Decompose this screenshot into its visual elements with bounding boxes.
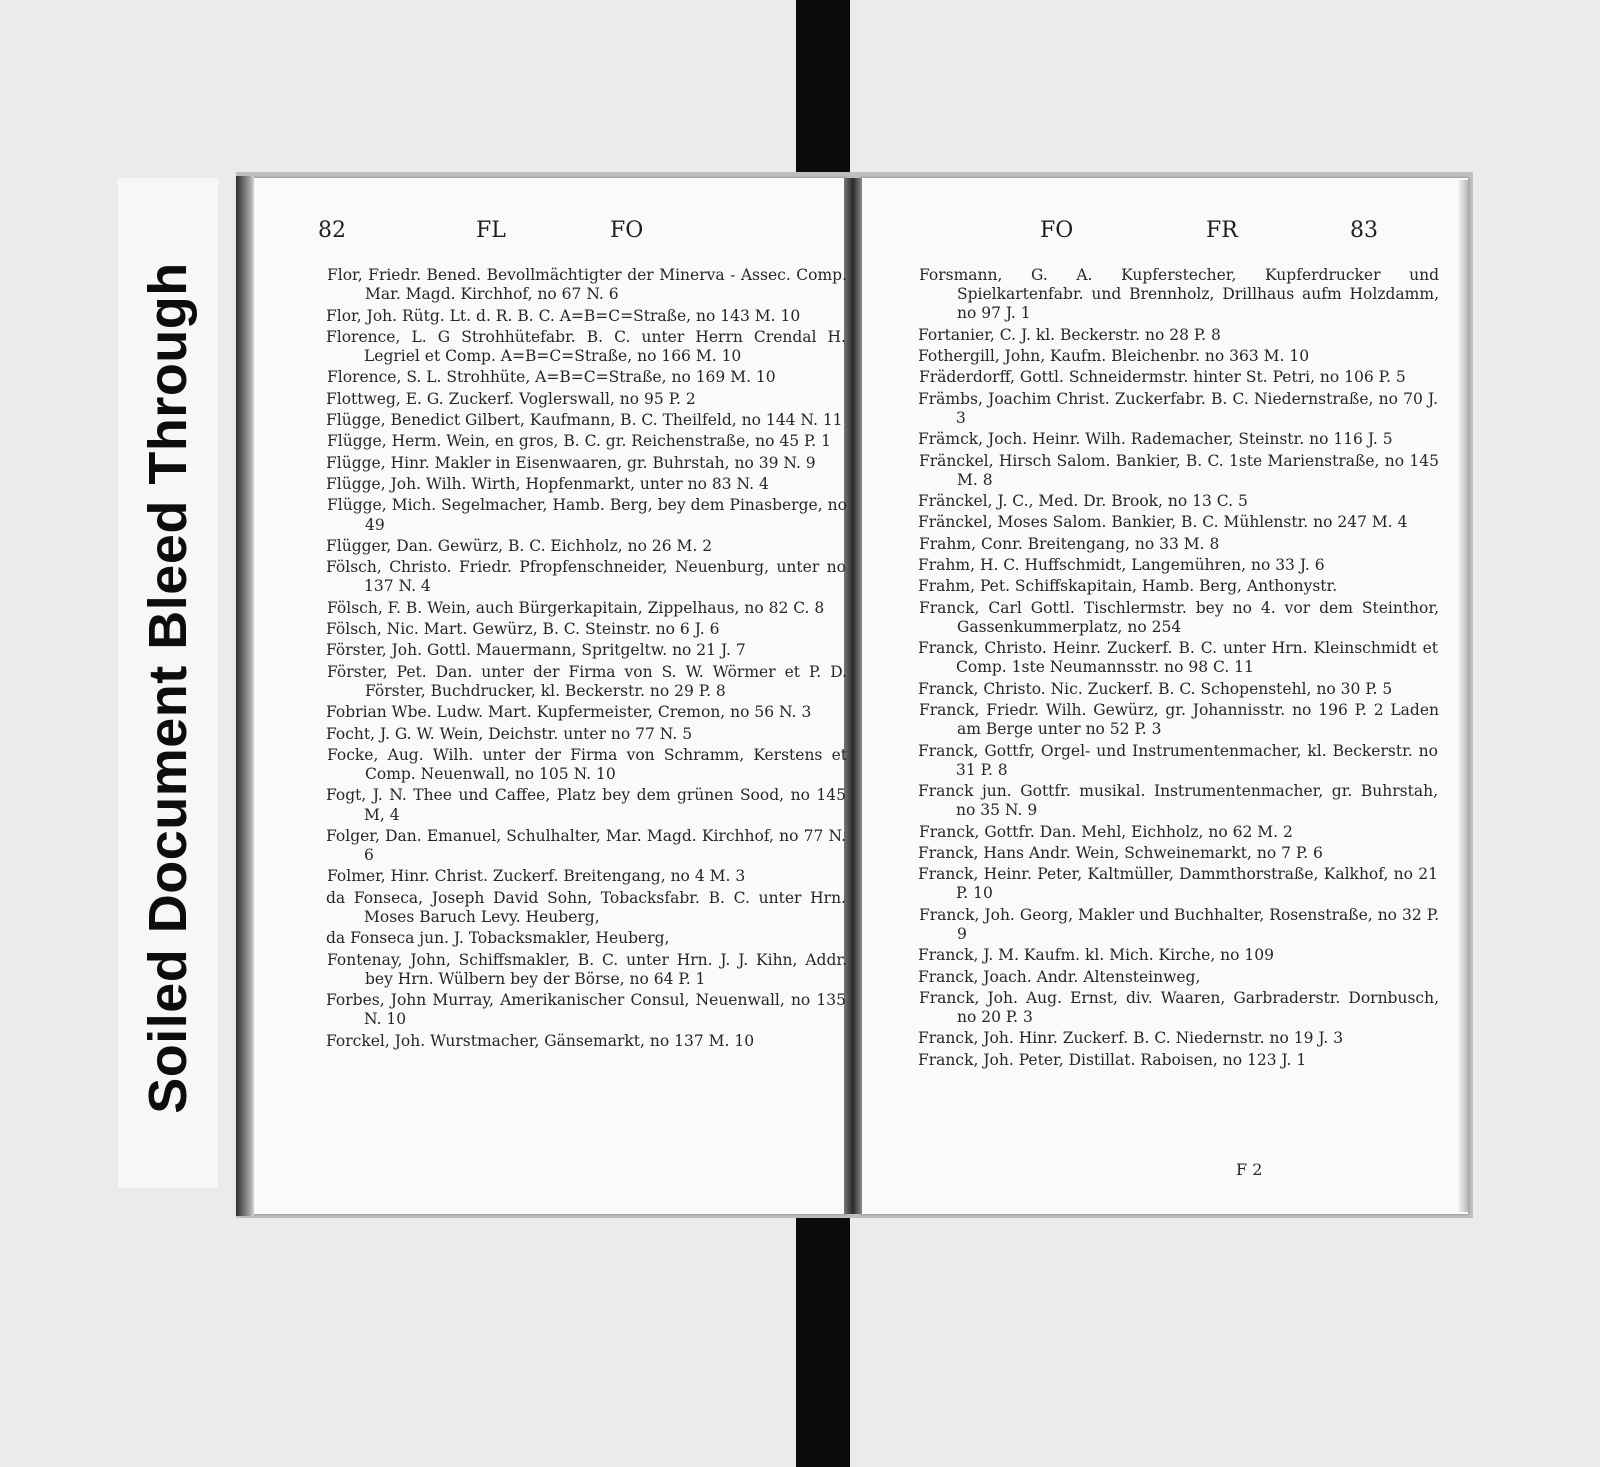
directory-entry: Fobrian Wbe. Ludw. Mart. Kupfermeister, Cremon, no 56 N. 3 (326, 703, 812, 722)
binding-band-bottom (796, 1218, 850, 1467)
directory-entry: Fränckel, Hirsch Salom. Bankier, B. C. 1ste Marienstraße, no 145 M. 8 (919, 451, 1439, 489)
directory-entry: Frahm, Pet. Schiffskapitain, Hamb. Berg, Anthonystr. (918, 577, 1338, 596)
right-page-number: 83 (1350, 218, 1378, 243)
directory-entry: Folger, Dan. Emanuel, Schulhalter, Mar. Magd. Kirchhof, no 77 N. 6 (326, 826, 846, 865)
directory-entry: Fölsch, Nic. Mart. Gewürz, B. C. Steinstr. no 6 J. 6 (326, 620, 720, 639)
directory-entry: Fontenay, John, Schiffsmakler, B. C. unter Hrn. J. J. Kihn, Addr. bey Hrn. Wülbern bey der Börse, no 64 P. 1 (327, 950, 847, 988)
directory-entry: Franck, Christo. Heinr. Zuckerf. B. C. unter Hrn. Kleinschmidt et Comp. 1ste Neumannsstr. no 98 C. 11 (918, 639, 1438, 677)
left-page-edge (236, 176, 254, 1216)
binding-band-top (796, 0, 850, 175)
directory-entry: Franck, Hans Andr. Wein, Schweinemarkt, no 7 P. 6 (918, 843, 1323, 862)
directory-entry: Florence, L. G Strohhütefabr. B. C. unter Herrn Crendal H. Legriel et Comp. A=B=C=Straße, no 166 M. 10 (326, 327, 846, 365)
directory-entry: da Fonseca, Joseph David Sohn, Tobacksfabr. B. C. unter Hrn. Moses Baruch Levy. Heuberg, (326, 888, 846, 926)
directory-entry: Fölsch, Christo. Friedr. Pfropfenschneider, Neuenburg, unter no 137 N. 4 (326, 558, 846, 596)
directory-entry: Flügge, Mich. Segelmacher, Hamb. Berg, bey dem Pinasberge, no 49 (327, 496, 847, 534)
directory-entry: Franck, Joh. Hinr. Zuckerf. B. C. Niedernstr. no 19 J. 3 (918, 1029, 1344, 1048)
left-page-number: 82 (318, 218, 346, 243)
overlay-label: Soiled Document Bleed Through (138, 262, 198, 1114)
directory-entry: Forckel, Joh. Wurstmacher, Gänsemarkt, no 137 M. 10 (326, 1031, 755, 1050)
signature-mark: F 2 (1236, 1160, 1263, 1179)
directory-entry: Franck, Carl Gottl. Tischlermstr. bey no 4. vor dem Steinthor, Gassenkummerplatz, no 254 (919, 598, 1439, 636)
directory-entry: Flügge, Herm. Wein, en gros, B. C. gr. Reichenstraße, no 45 P. 1 (327, 432, 832, 451)
left-running-head-1: FL (476, 218, 506, 243)
directory-entry: Frahm, Conr. Breitengang, no 33 M. 8 (919, 534, 1220, 553)
directory-entry: Franck, Gottfr. Dan. Mehl, Eichholz, no 62 M. 2 (919, 822, 1293, 841)
directory-entry: Franck, Joh. Peter, Distillat. Raboisen, no 123 J. 1 (918, 1050, 1307, 1069)
left-running-head-2: FO (610, 218, 644, 243)
directory-entry: Fräderdorff, Gottl. Schneidermstr. hinter St. Petri, no 106 P. 5 (919, 368, 1406, 387)
directory-entry: Flor, Friedr. Bened. Bevollmächtigter der Minerva - Assec. Comp. Mar. Magd. Kirchhof, no 67 N. 6 (327, 266, 847, 304)
directory-entry: Forbes, John Murray, Amerikanischer Consul, Neuenwall, no 135 N. 10 (326, 991, 846, 1029)
directory-entry: Flügger, Dan. Gewürz, B. C. Eichholz, no 26 M. 2 (326, 536, 713, 555)
directory-entry: Flügge, Benedict Gilbert, Kaufmann, B. C. Theilfeld, no 144 N. 11 (326, 411, 843, 430)
directory-entry: Frahm, H. C. Huffschmidt, Langemühren, no 33 J. 6 (918, 556, 1325, 575)
directory-entry: Främbs, Joachim Christ. Zuckerfabr. B. C. Niedernstraße, no 70 J. 3 (918, 389, 1438, 427)
directory-entry: Franck, Joh. Georg, Makler und Buchhalter, Rosenstraße, no 32 P. 9 (919, 905, 1439, 943)
directory-entry: Focke, Aug. Wilh. unter der Firma von Schramm, Kerstens et Comp. Neuenwall, no 105 N. 10 (327, 745, 847, 784)
directory-entry: Fränckel, Moses Salom. Bankier, B. C. Mühlenstr. no 247 M. 4 (918, 513, 1408, 532)
directory-entry: Fränckel, J. C., Med. Dr. Brook, no 13 C. 5 (918, 492, 1248, 511)
right-entry-list (918, 266, 1438, 1072)
directory-entry: Franck, J. M. Kaufm. kl. Mich. Kirche, no 109 (918, 946, 1275, 965)
right-running-head-2: FR (1206, 218, 1238, 243)
directory-entry: Folmer, Hinr. Christ. Zuckerf. Breitengang, no 4 M. 3 (327, 867, 746, 886)
directory-entry: Fölsch, F. B. Wein, auch Bürgerkapitain, Zippelhaus, no 82 C. 8 (327, 598, 825, 617)
directory-entry: Förster, Pet. Dan. unter der Firma von S. W. Wörmer et P. D. Förster, Buchdrucker, kl. Beckerstr. no 29 P. 8 (327, 662, 847, 700)
directory-entry: Flor, Joh. Rütg. Lt. d. R. B. C. A=B=C=Straße, no 143 M. 10 (326, 306, 801, 325)
directory-entry: Franck, Heinr. Peter, Kaltmüller, Dammthorstraße, Kalkhof, no 21 P. 10 (918, 865, 1438, 903)
directory-entry: Franck, Christo. Nic. Zuckerf. B. C. Schopenstehl, no 30 P. 5 (918, 679, 1393, 698)
directory-entry: Förster, Joh. Gottl. Mauermann, Spritgeltw. no 21 J. 7 (326, 641, 746, 660)
directory-entry: Focht, J. G. W. Wein, Deichstr. unter no 77 N. 5 (326, 724, 693, 743)
right-running-head-1: FO (1040, 218, 1074, 243)
directory-entry: Franck, Joh. Aug. Ernst, div. Waaren, Garbraderstr. Dornbusch, no 20 P. 3 (919, 988, 1439, 1027)
directory-entry: da Fonseca jun. J. Tobacksmakler, Heuberg, (326, 929, 670, 948)
directory-entry: Fothergill, John, Kaufm. Bleichenbr. no 363 M. 10 (918, 347, 1310, 365)
directory-entry: Främck, Joch. Heinr. Wilh. Rademacher, Steinstr. no 116 J. 5 (918, 430, 1393, 449)
directory-entry: Fogt, J. N. Thee und Caffee, Platz bey dem grünen Sood, no 145 M, 4 (326, 786, 846, 824)
directory-entry: Fortanier, C. J. kl. Beckerstr. no 28 P. 8 (918, 325, 1221, 344)
directory-entry: Flottweg, E. G. Zuckerf. Voglerswall, no 95 P. 2 (326, 389, 696, 408)
directory-entry: Franck, Joach. Andr. Altensteinweg, (918, 967, 1201, 986)
left-entry-list (326, 266, 846, 1053)
directory-entry: Flügge, Hinr. Makler in Eisenwaaren, gr. Buhrstah, no 39 N. 9 (326, 453, 816, 472)
directory-entry: Flügge, Joh. Wilh. Wirth, Hopfenmarkt, unter no 83 N. 4 (326, 475, 769, 494)
directory-entry: Franck, Friedr. Wilh. Gewürz, gr. Johannisstr. no 196 P. 2 Laden am Berge unter no 52 P. 3 (919, 701, 1439, 739)
directory-entry: Franck jun. Gottfr. musikal. Instrumentenmacher, gr. Buhrstah, no 35 N. 9 (918, 782, 1438, 820)
directory-entry: Florence, S. L. Strohhüte, A=B=C=Straße, no 169 M. 10 (327, 368, 776, 387)
right-page-edge (1458, 180, 1468, 1212)
directory-entry: Franck, Gottfr, Orgel- und Instrumentenmacher, kl. Beckerstr. no 31 P. 8 (918, 741, 1438, 779)
directory-entry: Forsmann, G. A. Kupferstecher, Kupferdrucker und Spielkartenfabr. und Brennholz, Drillhaus aufm Holzdamm, no 97 J. 1 (919, 266, 1439, 323)
